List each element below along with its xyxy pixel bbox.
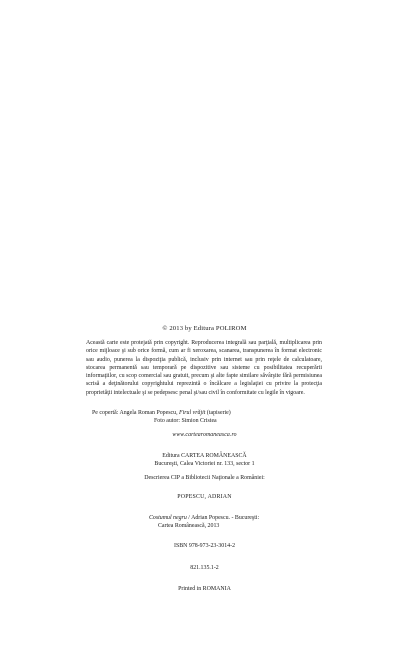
cip-book-title: Costumul negru (149, 515, 187, 521)
cip-book-line-2: Cartea Românească, 2013 (158, 523, 220, 530)
cover-credits (86, 409, 332, 425)
publisher-name: Editura CARTEA ROMÂNEASCĂ (162, 453, 247, 459)
cip-book-line-1 (149, 514, 299, 522)
cip-heading: Descrierea CIP a Bibliotecii Naţionale a României: (144, 475, 265, 481)
legal-notice-text: Această carte este protejată prin copyright. Reproducerea integrală sau parţială, multiplicarea prin orice mijloace şi sub orice formă, cum ar fi xeroxarea, scanarea, transpunerea în format electronic sau audio, punerea la dispoziţia publică, inclusiv prin internet sau prin reţele de calculatoare, stocarea permanentă sau temporară pe dispozitive sau sisteme cu posibilitatea recuperării informaţiilor, cu scop comercial sau gratuit, precum şi alte fapte similare săvârşite fără permisiunea scrisă a deţinătorului copyrightului reprezintă o încălcare a legislaţiei cu privire la protecţia proprietăţii intelectuale şi se pedepsesc penal şi/sau civil în conformitate cu legile în vigoare. (86, 340, 322, 396)
copyright-notice: © 2013 by Editura POLIROM (162, 325, 247, 332)
cip-book-author-place: / Adrian Popescu. - Bucureşti: (186, 515, 260, 521)
publisher-block (0, 452, 409, 468)
isbn: ISBN 978-973-23-3014-2 (173, 543, 236, 549)
cip-book-description (149, 514, 299, 530)
photo-credit: Foto autor: Simion Cristea (154, 418, 217, 425)
cover-credit-line (86, 409, 332, 417)
cip-author: POPESCU, ADRIAN (177, 494, 232, 500)
printed-in: Printed in ROMANIA (178, 586, 231, 592)
legal-notice (86, 339, 322, 397)
udc-code: 821.135.1-2 (190, 565, 219, 571)
cover-artwork-title: Firul vrăjit (179, 410, 206, 416)
publisher-address: Bucureşti, Calea Victoriei nr. 133, sector 1 (154, 461, 255, 468)
publisher-website: www.cartearomaneasca.ro (172, 432, 237, 438)
cover-credit-suffix: (tapiserie) (205, 410, 231, 416)
cover-credit-prefix: Pe copertă: Angela Roman Popescu, (92, 410, 180, 416)
